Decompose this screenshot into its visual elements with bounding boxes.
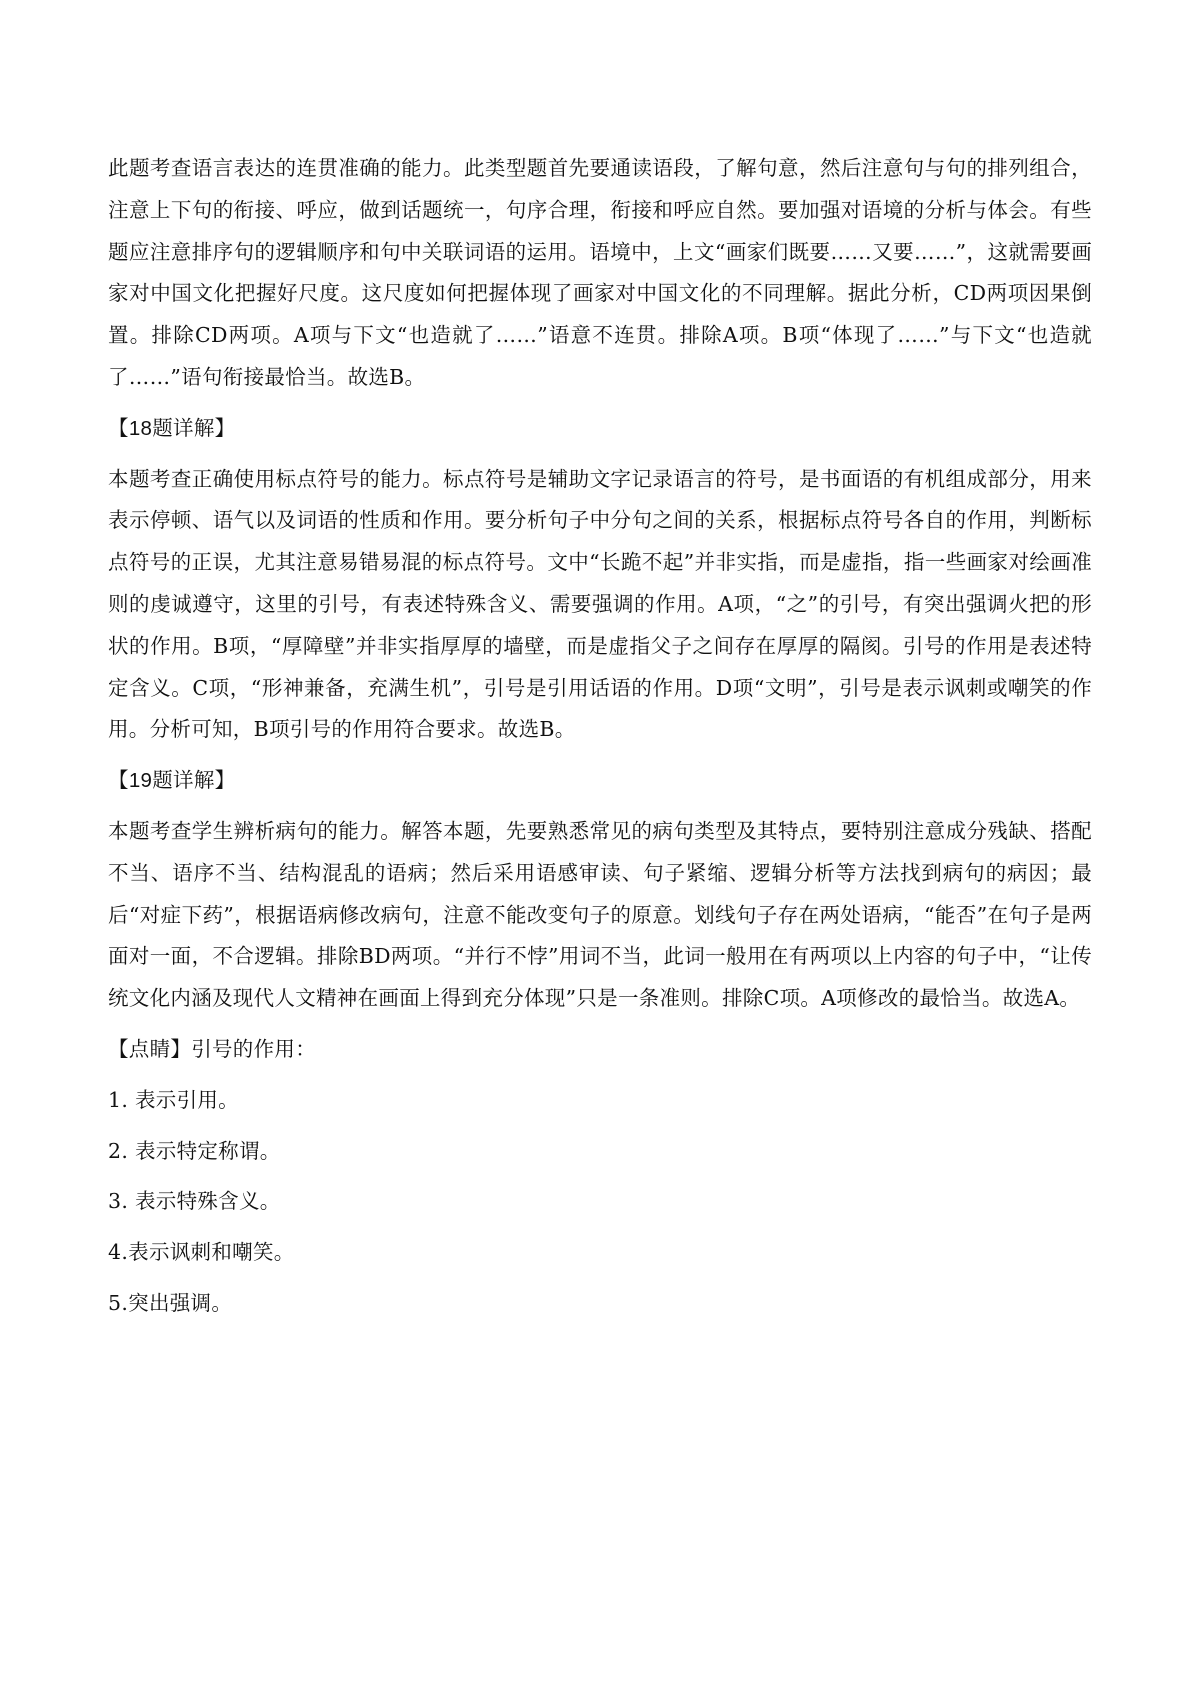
- heading-q19-open: 【: [108, 768, 129, 793]
- tip-item-2: 2. 表示特定称谓。: [108, 1138, 281, 1163]
- heading-q18-open: 【: [108, 415, 129, 440]
- explanation-q19: 本题考查学生辨析病句的能力。解答本题，先要熟悉常见的病句类型及其特点，要特别注意成分残缺、搭配不当、语序不当、结构混乱的语病；然后采用语感审读、句子紧缩、逻辑分析等方法找到病句的病因；最后“对症下药”，根据语病修改病句，注意不能改变句子的原意。划线句子存在两处语病，“能否”在句子是两面对一面，不合逻辑。排除BD两项。“并行不悖”用词不当，此词一般用在有两项以上内容的句子中，“让传统文化内涵及现代人文精神在画面上得到充分体现”只是一条准则。排除C项。A项修改的最恰当。故选A。: [108, 818, 1092, 1011]
- heading-q19-number: 19: [128, 769, 153, 793]
- heading-q19: [108, 760, 1092, 802]
- tip-item-5: 5.突出强调。: [108, 1290, 233, 1315]
- document-content: [108, 148, 1092, 1334]
- tip-item-3: 3. 表示特殊含义。: [108, 1189, 281, 1214]
- heading-q19-label: 题详解】: [152, 768, 236, 793]
- heading-q18-number: 18: [128, 416, 153, 440]
- tip-item-1: 1. 表示引用。: [108, 1087, 239, 1112]
- tip-heading: 【点睛】引号的作用：: [108, 1036, 316, 1061]
- heading-q18-label: 题详解】: [152, 415, 236, 440]
- explanation-q17: 此题考查语言表达的连贯准确的能力。此类型题首先要通读语段，了解句意，然后注意句与句的排列组合，注意上下句的衔接、呼应，做到话题统一，句序合理，衔接和呼应自然。要加强对语境的分析与体会。有些题应注意排序句的逻辑顺序和句中关联词语的运用。语境中，上文“画家们既要……又要……”，这就需要画家对中国文化把握好尺度。这尺度如何把握体现了画家对中国文化的不同理解。据此分析，CD两项因果倒置。排除CD两项。A项与下文“也造就了……”语意不连贯。排除A项。B项“体现了……”与下文“也造就了……”语句衔接最恰当。故选B。: [108, 156, 1092, 389]
- tip-item-4: 4.表示讽刺和嘲笑。: [108, 1240, 295, 1265]
- heading-q18: [108, 408, 1092, 450]
- explanation-q18: 本题考查正确使用标点符号的能力。标点符号是辅助文字记录语言的符号，是书面语的有机组成部分，用来表示停顿、语气以及词语的性质和作用。要分析句子中分句之间的关系，根据标点符号各自的作用，判断标点符号的正误，尤其注意易错易混的标点符号。文中“长跪不起”并非实指，而是虚指，指一些画家对绘画准则的虔诚遵守，这里的引号，有表述特殊含义、需要强调的作用。A项，“之”的引号，有突出强调火把的形状的作用。B项，“厚障壁”并非实指厚厚的墙壁，而是虚指父子之间存在厚厚的隔阂。引号的作用是表述特定含义。C项，“形神兼备，充满生机”，引号是引用话语的作用。D项“文明”，引号是表示讽刺或嘲笑的作用。分析可知，B项引号的作用符合要求。故选B。: [108, 466, 1092, 742]
